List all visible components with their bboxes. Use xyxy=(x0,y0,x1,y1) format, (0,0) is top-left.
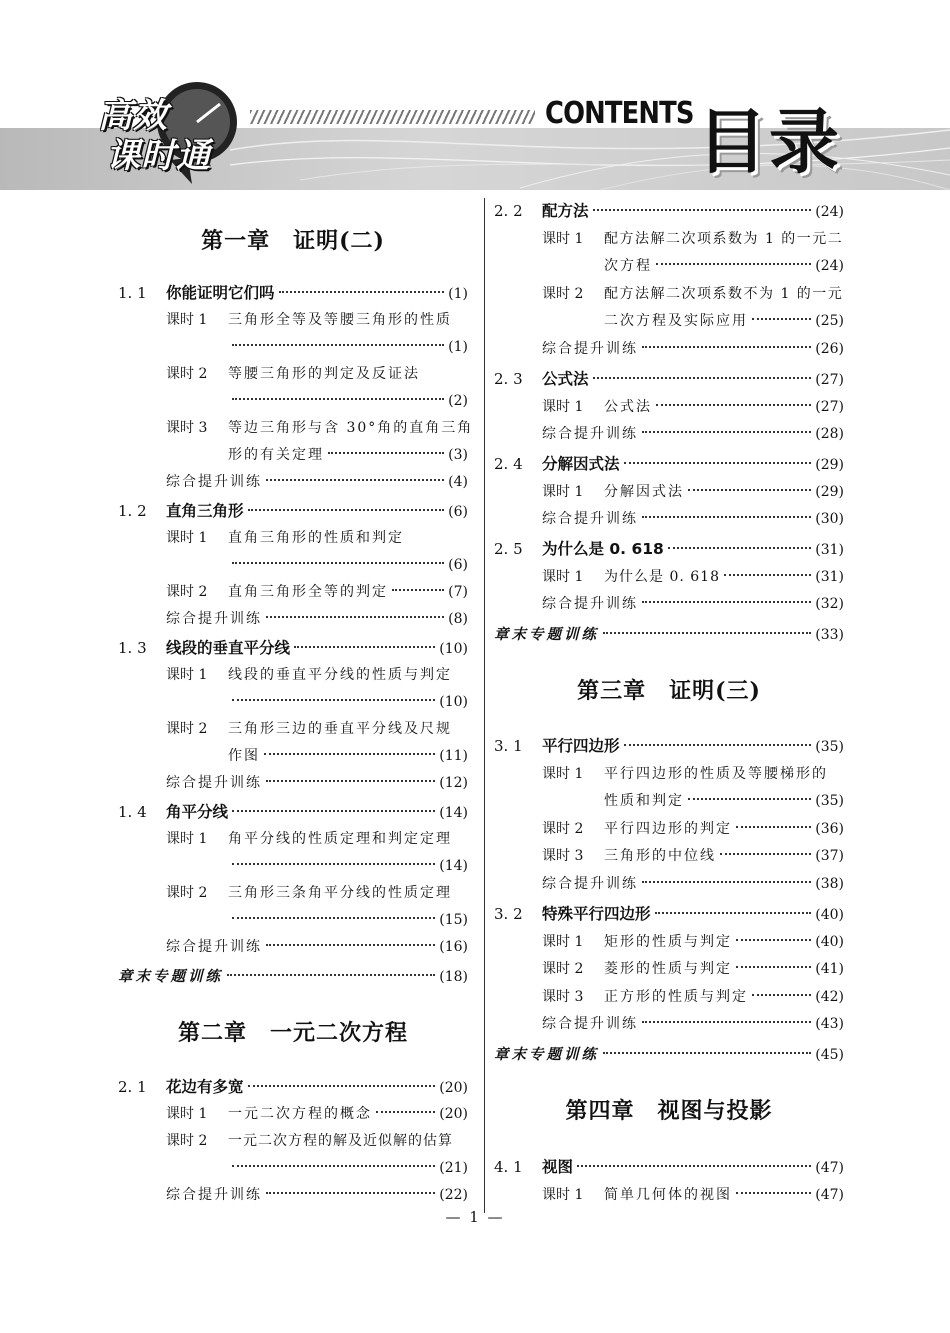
lesson-title: 角平分线的性质定理和判定定理 xyxy=(228,831,452,847)
section-number: 2. 2 xyxy=(494,202,523,220)
lesson-label: 课时 2 xyxy=(166,366,208,382)
chapter-title: 第一章 证明(二) xyxy=(201,228,385,254)
section-title: 线段的垂直平分线 xyxy=(166,639,291,657)
column-divider xyxy=(484,198,485,1213)
lesson-title: 等边三角形与含 30°角的直角三角 xyxy=(228,420,474,436)
lesson-title-continued: 二次方程及实际应用 xyxy=(604,313,748,329)
leader-dots xyxy=(668,547,811,549)
section-title: 分解因式法 xyxy=(542,455,620,473)
toc-lesson-continuation xyxy=(118,388,468,415)
header-banner xyxy=(0,0,950,192)
toc-summary-entry[interactable] xyxy=(494,1011,844,1038)
summary-label: 综合提升训练 xyxy=(166,474,262,490)
page-number: (41) xyxy=(815,961,844,977)
page-number: (33) xyxy=(815,627,844,643)
page-number: (45) xyxy=(815,1047,844,1063)
leader-dots xyxy=(232,917,435,919)
page-number: (35) xyxy=(815,739,844,755)
leader-dots xyxy=(655,912,812,914)
chapter-title: 第三章 证明(三) xyxy=(577,678,761,704)
section-title: 平行四边形 xyxy=(542,737,620,755)
lesson-label: 课时 1 xyxy=(166,831,208,847)
leader-dots xyxy=(248,509,445,511)
lesson-title: 线段的垂直平分线的性质与判定 xyxy=(228,667,452,683)
section-number: 2. 5 xyxy=(494,540,523,558)
page-number: (24) xyxy=(815,204,844,220)
lesson-title: 配方法解二次项系数为 1 的一元二 xyxy=(604,231,844,247)
toc-lesson-entry[interactable] xyxy=(494,1182,844,1209)
toc-summary-entry[interactable] xyxy=(118,1182,468,1209)
summary-label: 综合提升训练 xyxy=(542,876,638,892)
section-number: 1. 4 xyxy=(118,803,147,821)
toc-summary-entry[interactable] xyxy=(118,606,468,633)
page-number: (25) xyxy=(815,313,844,329)
toc-section-entry[interactable] xyxy=(494,366,844,393)
lesson-title: 三角形的中位线 xyxy=(604,848,716,864)
toc-lesson-continuation xyxy=(118,1155,468,1182)
leader-dots xyxy=(624,462,812,464)
page-footer-number: — 1 — xyxy=(445,1208,505,1226)
leader-dots xyxy=(232,398,444,400)
lesson-label: 课时 2 xyxy=(542,286,584,302)
section-title: 你能证明它们吗 xyxy=(166,284,275,302)
leader-dots xyxy=(593,377,812,379)
lesson-label: 课时 1 xyxy=(542,766,584,782)
section-number: 1. 1 xyxy=(118,284,147,302)
toc-summary-entry[interactable] xyxy=(118,469,468,496)
toc-lesson-entry[interactable] xyxy=(118,826,468,853)
toc-lesson-entry[interactable] xyxy=(494,843,844,870)
page-number: (7) xyxy=(448,584,468,600)
chapter-review-label: 章末专题训练 xyxy=(118,968,223,985)
toc-lesson-continuation xyxy=(118,853,468,880)
section-title: 直角三角形 xyxy=(166,502,244,520)
leader-dots xyxy=(642,881,811,883)
leader-dots xyxy=(603,632,811,634)
toc-section-entry[interactable] xyxy=(118,799,468,826)
leader-dots xyxy=(232,562,444,564)
contents-label: CONTENTS xyxy=(545,96,694,131)
toc-lesson-entry[interactable] xyxy=(118,880,468,907)
page-number: (1) xyxy=(448,286,468,302)
lesson-title-continued: 性质和判定 xyxy=(604,793,684,809)
lesson-label: 课时 2 xyxy=(166,721,208,737)
leader-dots xyxy=(232,810,435,812)
lesson-title: 正方形的性质与判定 xyxy=(604,989,748,1005)
toc-lesson-entry[interactable] xyxy=(494,816,844,843)
lesson-title: 直角三角形的性质和判定 xyxy=(228,530,404,546)
page-number: (29) xyxy=(815,484,844,500)
leader-dots xyxy=(720,853,811,855)
lesson-label: 课时 3 xyxy=(542,848,584,864)
lesson-label: 课时 3 xyxy=(166,420,208,436)
leader-dots xyxy=(266,944,435,946)
lesson-label: 课时 1 xyxy=(542,934,584,950)
summary-label: 综合提升训练 xyxy=(542,511,638,527)
lesson-title-continued: 作图 xyxy=(228,748,260,764)
lesson-title: 直角三角形全等的判定 xyxy=(228,584,388,600)
lesson-title: 为什么是 0. 618 xyxy=(604,569,720,585)
lesson-title: 分解因式法 xyxy=(604,484,684,500)
lesson-title: 平行四边形的性质及等腰梯形的 xyxy=(604,766,828,782)
toc-lesson-entry[interactable] xyxy=(494,479,844,506)
toc-summary-entry[interactable] xyxy=(118,770,468,797)
page-number: (6) xyxy=(448,504,468,520)
page-number: (32) xyxy=(815,596,844,612)
page-number: (43) xyxy=(815,1016,844,1032)
page-number: (16) xyxy=(439,939,468,955)
toc-lesson-entry[interactable] xyxy=(494,984,844,1011)
leader-dots xyxy=(232,344,444,346)
lesson-title: 三角形三边的垂直平分线及尺规 xyxy=(228,721,452,737)
leader-dots xyxy=(736,939,811,941)
summary-label: 综合提升训练 xyxy=(542,341,638,357)
toc-lesson-entry[interactable] xyxy=(118,307,468,334)
leader-dots xyxy=(642,346,811,348)
leader-dots xyxy=(376,1111,435,1113)
leader-dots xyxy=(294,646,435,648)
summary-label: 综合提升训练 xyxy=(166,939,262,955)
toc-lesson-entry[interactable] xyxy=(494,394,844,421)
leader-dots xyxy=(603,1052,811,1054)
section-number: 1. 3 xyxy=(118,639,147,657)
toc-summary-entry[interactable] xyxy=(494,591,844,618)
lesson-label: 课时 1 xyxy=(542,231,584,247)
section-number: 1. 2 xyxy=(118,502,147,520)
section-title: 特殊平行四边形 xyxy=(542,905,651,923)
toc-section-entry[interactable] xyxy=(494,536,844,563)
leader-dots xyxy=(232,863,435,865)
toc-lesson-entry[interactable] xyxy=(494,226,844,253)
toc-summary-entry[interactable] xyxy=(494,871,844,898)
page-number: (22) xyxy=(439,1187,468,1203)
chapter-review-label: 章末专题训练 xyxy=(494,626,599,643)
leader-dots xyxy=(266,479,444,481)
toc-section-entry[interactable] xyxy=(118,498,468,525)
page-number: (27) xyxy=(815,399,844,415)
page-number: (40) xyxy=(815,907,844,923)
toc-lesson-entry[interactable] xyxy=(118,415,474,442)
page-number: (20) xyxy=(439,1106,468,1122)
leader-dots xyxy=(752,994,811,996)
section-title: 公式法 xyxy=(542,370,589,388)
page-number: (21) xyxy=(439,1160,468,1176)
page-number: (18) xyxy=(439,969,468,985)
lesson-label: 课时 3 xyxy=(542,989,584,1005)
chapter-review-label: 章末专题训练 xyxy=(494,1046,599,1063)
toc-chapter-review-entry[interactable] xyxy=(494,621,844,648)
leader-dots xyxy=(656,404,811,406)
logo-text-bottom: 课时通 xyxy=(106,136,211,176)
toc-section-entry[interactable] xyxy=(118,280,468,307)
page-number: (8) xyxy=(448,611,468,627)
toc-lesson-entry[interactable] xyxy=(118,361,468,388)
toc-lesson-continuation xyxy=(118,743,468,770)
toc-section-entry[interactable] xyxy=(118,635,468,662)
page-number: (26) xyxy=(815,341,844,357)
leader-dots xyxy=(736,1192,811,1194)
leader-dots xyxy=(656,263,811,265)
lesson-label: 课时 2 xyxy=(542,821,584,837)
toc-summary-entry[interactable] xyxy=(494,421,844,448)
toc-lesson-entry[interactable] xyxy=(494,564,844,591)
leader-dots xyxy=(642,1021,811,1023)
toc-lesson-entry[interactable] xyxy=(118,716,468,743)
lesson-title: 简单几何体的视图 xyxy=(604,1187,732,1203)
page-number: (24) xyxy=(815,258,844,274)
page-number: (28) xyxy=(815,426,844,442)
page-number: (38) xyxy=(815,876,844,892)
toc-lesson-entry[interactable] xyxy=(118,525,468,552)
page-number: (12) xyxy=(439,775,468,791)
lesson-title: 等腰三角形的判定及反证法 xyxy=(228,366,420,382)
lesson-label: 课时 1 xyxy=(542,484,584,500)
leader-dots xyxy=(232,1165,435,1167)
section-title: 花边有多宽 xyxy=(166,1078,244,1096)
toc-lesson-continuation xyxy=(494,788,844,815)
page-number: (31) xyxy=(815,569,844,585)
leader-dots xyxy=(232,699,435,701)
section-number: 3. 2 xyxy=(494,905,523,923)
leader-dots xyxy=(227,974,435,976)
chapter-title: 第四章 视图与投影 xyxy=(565,1098,773,1124)
toc-lesson-entry[interactable] xyxy=(118,1101,468,1128)
toc-lesson-entry[interactable] xyxy=(494,761,844,788)
toc-lesson-entry[interactable] xyxy=(494,929,844,956)
leader-dots xyxy=(593,209,812,211)
page-number: (14) xyxy=(439,805,468,821)
leader-dots xyxy=(624,744,812,746)
page-number: (30) xyxy=(815,511,844,527)
page-number: (35) xyxy=(815,793,844,809)
page-number: (10) xyxy=(439,694,468,710)
page-number: (37) xyxy=(815,848,844,864)
page-title: 目录 xyxy=(697,101,841,183)
toc-summary-entry[interactable] xyxy=(118,934,468,961)
lesson-title: 公式法 xyxy=(604,399,652,415)
page-number: (36) xyxy=(815,821,844,837)
toc-lesson-entry[interactable] xyxy=(494,281,844,308)
leader-dots xyxy=(279,291,445,293)
leader-dots xyxy=(266,1192,435,1194)
lesson-label: 课时 2 xyxy=(166,885,208,901)
toc-section-entry[interactable] xyxy=(494,1154,844,1181)
section-title: 角平分线 xyxy=(166,803,229,821)
page-number: (29) xyxy=(815,457,844,473)
leader-dots xyxy=(642,601,811,603)
lesson-title: 三角形全等及等腰三角形的性质 xyxy=(228,312,452,328)
page-number: (40) xyxy=(815,934,844,950)
page-number: (11) xyxy=(439,748,468,764)
lesson-title-continued: 形的有关定理 xyxy=(228,447,324,463)
leader-dots xyxy=(266,616,444,618)
lesson-label: 课时 2 xyxy=(166,1133,208,1149)
page-number: (31) xyxy=(815,542,844,558)
lesson-label: 课时 2 xyxy=(542,961,584,977)
leader-dots xyxy=(264,753,435,755)
lesson-title: 三角形三条角平分线的性质定理 xyxy=(228,885,452,901)
toc-lesson-entry[interactable] xyxy=(494,956,844,983)
toc-section-entry[interactable] xyxy=(494,901,844,928)
summary-label: 综合提升训练 xyxy=(166,775,262,791)
lesson-label: 课时 1 xyxy=(166,312,208,328)
summary-label: 综合提升训练 xyxy=(542,426,638,442)
section-title: 视图 xyxy=(542,1158,574,1176)
lesson-title: 矩形的性质与判定 xyxy=(604,934,732,950)
leader-dots xyxy=(642,431,811,433)
leader-dots xyxy=(328,452,444,454)
lesson-title: 一元二次方程的解及近似解的估算 xyxy=(228,1133,453,1149)
section-title: 配方法 xyxy=(542,202,589,220)
page-number: (10) xyxy=(439,641,468,657)
toc-chapter-review-entry[interactable] xyxy=(118,963,468,990)
leader-dots xyxy=(248,1085,436,1087)
lesson-title: 平行四边形的判定 xyxy=(604,821,732,837)
toc-lesson-continuation xyxy=(494,253,844,280)
leader-dots xyxy=(724,574,811,576)
summary-label: 综合提升训练 xyxy=(542,596,638,612)
page-number: (47) xyxy=(815,1160,844,1176)
toc-summary-entry[interactable] xyxy=(494,336,844,363)
leader-dots xyxy=(266,780,435,782)
section-number: 3. 1 xyxy=(494,737,523,755)
logo-text-top: 高效 xyxy=(98,96,168,136)
toc-lesson-continuation xyxy=(494,308,844,335)
page-number: (47) xyxy=(815,1187,844,1203)
lesson-title-continued: 次方程 xyxy=(604,258,652,274)
lesson-title: 配方法解二次项系数不为 1 的一元 xyxy=(604,286,844,302)
lesson-title: 菱形的性质与判定 xyxy=(604,961,732,977)
toc-summary-entry[interactable] xyxy=(494,506,844,533)
lesson-label: 课时 1 xyxy=(166,1106,208,1122)
toc-section-entry[interactable] xyxy=(494,451,844,478)
toc-section-entry[interactable] xyxy=(118,1074,468,1101)
section-number: 4. 1 xyxy=(494,1158,523,1176)
page-number: (4) xyxy=(448,474,468,490)
page-number: (1) xyxy=(448,339,468,355)
lesson-label: 课时 1 xyxy=(542,569,584,585)
logo xyxy=(92,72,242,187)
page-number: (27) xyxy=(815,372,844,388)
leader-dots xyxy=(688,798,811,800)
toc-lesson-continuation xyxy=(118,334,468,361)
leader-dots xyxy=(392,589,444,591)
toc-lesson-continuation xyxy=(118,907,468,934)
toc-chapter-review-entry[interactable] xyxy=(494,1041,844,1068)
toc-lesson-entry[interactable] xyxy=(118,579,468,606)
lesson-label: 课时 1 xyxy=(542,1187,584,1203)
leader-dots xyxy=(642,516,811,518)
page-number: (14) xyxy=(439,858,468,874)
summary-label: 综合提升训练 xyxy=(166,1187,262,1203)
leader-dots xyxy=(736,966,811,968)
page-number: (20) xyxy=(439,1080,468,1096)
leader-dots xyxy=(752,318,811,320)
toc-section-entry[interactable] xyxy=(494,198,844,225)
summary-label: 综合提升训练 xyxy=(166,611,262,627)
summary-label: 综合提升训练 xyxy=(542,1016,638,1032)
toc-section-entry[interactable] xyxy=(494,733,844,760)
lesson-label: 课时 1 xyxy=(542,399,584,415)
toc-lesson-continuation xyxy=(118,552,468,579)
section-number: 2. 4 xyxy=(494,455,523,473)
lesson-label: 课时 1 xyxy=(166,667,208,683)
leader-dots xyxy=(688,489,811,491)
toc-lesson-entry[interactable] xyxy=(118,662,468,689)
page-number: (6) xyxy=(448,557,468,573)
chapter-title: 第二章 一元二次方程 xyxy=(177,1020,408,1046)
section-title: 为什么是 0. 618 xyxy=(542,540,664,558)
leader-dots xyxy=(736,826,811,828)
page-number: (3) xyxy=(448,447,468,463)
toc-lesson-entry[interactable] xyxy=(118,1128,468,1155)
page-number: (2) xyxy=(448,393,468,409)
page-number: (42) xyxy=(815,989,844,1005)
toc-lesson-continuation xyxy=(118,689,468,716)
section-number: 2. 1 xyxy=(118,1078,147,1096)
toc-lesson-continuation xyxy=(118,442,468,469)
leader-dots xyxy=(577,1165,811,1167)
section-number: 2. 3 xyxy=(494,370,523,388)
lesson-title: 一元二次方程的概念 xyxy=(228,1106,372,1122)
lesson-label: 课时 2 xyxy=(166,584,208,600)
lesson-label: 课时 1 xyxy=(166,530,208,546)
page-number: (15) xyxy=(439,912,468,928)
header-hatch-decoration xyxy=(250,110,535,124)
